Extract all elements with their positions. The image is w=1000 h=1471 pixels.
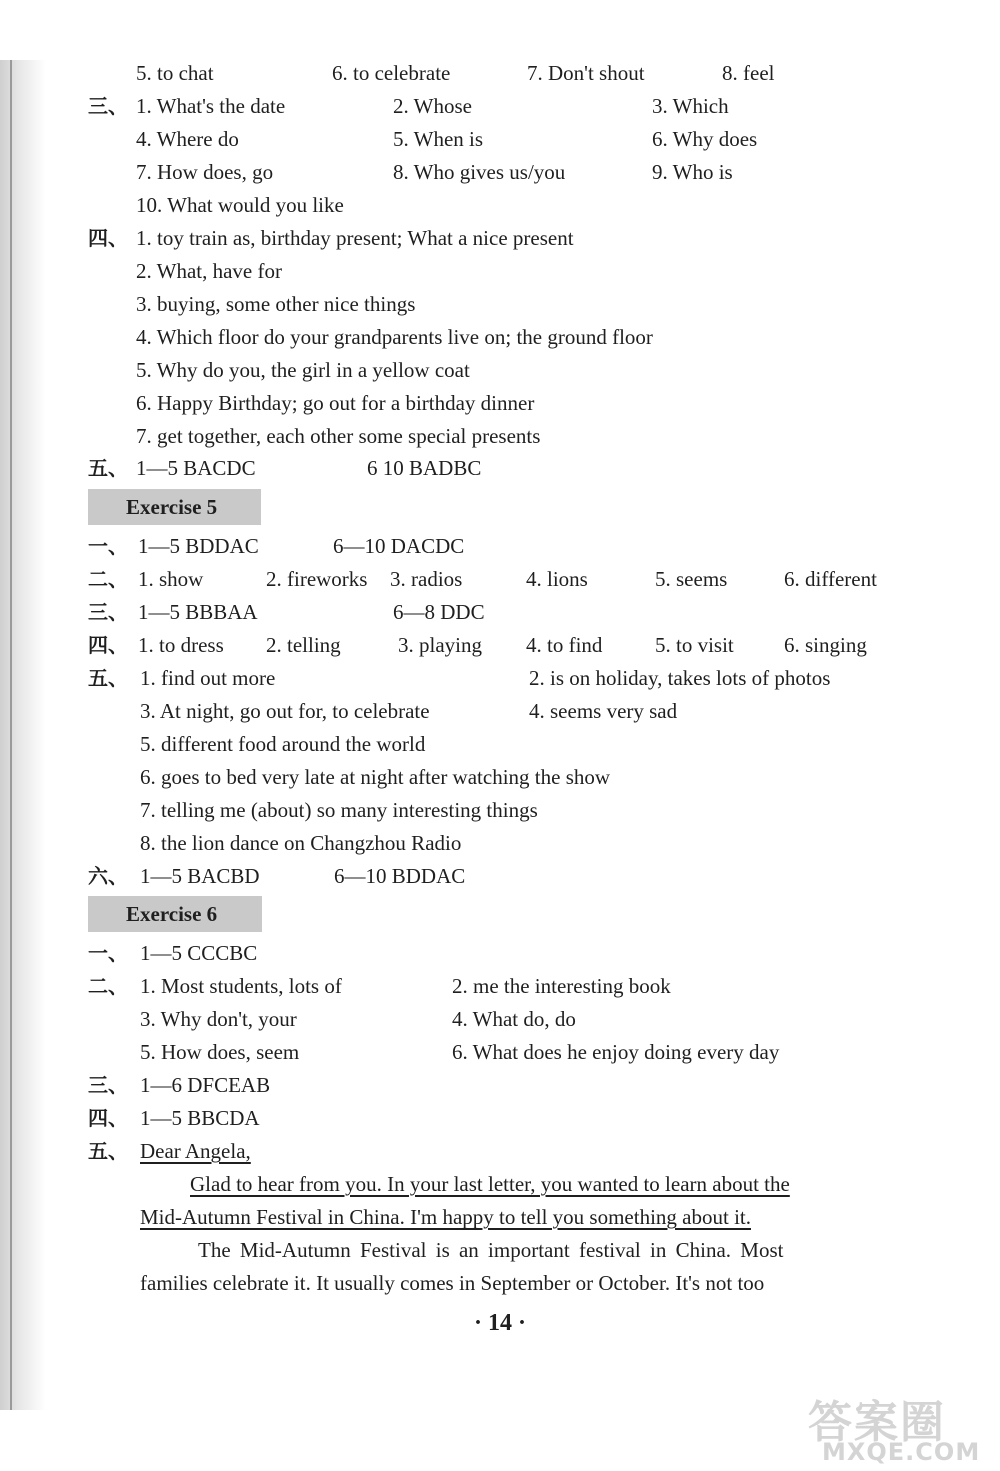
answer-text: 1. show (138, 567, 204, 591)
answer-text: 1—5 CCCBC (140, 941, 258, 965)
answer-text: 2. fireworks (266, 567, 368, 591)
answer-text: 6. singing (784, 633, 867, 657)
answer-text: 8. the lion dance on Changzhou Radio (140, 831, 462, 855)
answer-text: 6—8 DDC (393, 600, 485, 624)
answer-text: 6. to celebrate (332, 61, 451, 85)
section-marker: 三、 (88, 94, 128, 118)
answer-text: 1. find out more (140, 666, 276, 690)
answer-text: 1—5 BACDC (136, 456, 256, 480)
section-marker: 四、 (88, 1106, 128, 1130)
answer-text: 4. Which floor do your grandparents live on; the ground floor (136, 325, 653, 349)
answer-text: 6. different (784, 567, 877, 591)
section-marker: 三、 (88, 1073, 128, 1097)
answer-text: 7. telling me (about) so many interesting things (140, 798, 538, 822)
section-marker: 二、 (88, 974, 128, 998)
answer-text: 3. buying, some other nice things (136, 292, 416, 316)
answer-text: 5. How does, seem (140, 1040, 300, 1064)
answer-text: 5. When is (393, 127, 484, 151)
answer-text: 8. Who gives us/you (393, 160, 566, 184)
page-number: · 14 · (474, 1310, 527, 1336)
section-marker: 二、 (88, 567, 128, 591)
letter-text: Glad to hear from you. In your last letter, you wanted to learn about the (190, 1172, 790, 1196)
section-marker: 三、 (88, 600, 128, 624)
section-marker: 六、 (88, 864, 128, 888)
exercise-header: Exercise 5 (88, 489, 261, 525)
answer-text: 1. to dress (138, 633, 224, 657)
answer-text: 7. How does, go (136, 160, 274, 184)
section-marker: 五、 (88, 456, 128, 480)
section-marker: 一、 (88, 941, 128, 965)
letter-text: families celebrate it. It usually comes in September or October. It's not too (140, 1271, 765, 1295)
answer-text: 1. Most students, lots of (140, 974, 342, 998)
answer-text: 6. What does he enjoy doing every day (452, 1040, 780, 1064)
spine-edge-line (10, 60, 12, 1410)
answer-text: 5. Why do you, the girl in a yellow coat (136, 358, 470, 382)
book-spine-shadow (0, 60, 46, 1410)
answer-text: 4. What do, do (452, 1007, 576, 1031)
answer-text: 1. toy train as, birthday present; What a nice present (136, 226, 574, 250)
section-marker: 一、 (88, 534, 128, 558)
answer-text: 5. to chat (136, 61, 214, 85)
answer-text: 1—5 BDDAC (138, 534, 259, 558)
section-marker: 五、 (88, 1139, 128, 1163)
answer-text: 2. Whose (393, 94, 472, 118)
answer-text: 1—5 BBBAA (138, 600, 258, 624)
answer-text: 3. Why don't, your (140, 1007, 297, 1031)
answer-text: 3. At night, go out for, to celebrate (140, 699, 430, 723)
answer-text: 4. lions (526, 567, 588, 591)
answer-text: 9. Who is (652, 160, 733, 184)
answer-text: 6—10 BDDAC (334, 864, 466, 888)
answer-text: 4. Where do (136, 127, 239, 151)
answer-text: 6—10 DACDC (333, 534, 465, 558)
answer-text: 10. What would you like (136, 193, 344, 217)
section-marker: 四、 (88, 226, 128, 250)
exercise-header: Exercise 6 (88, 896, 262, 932)
watermark-logo: 答案圈 (808, 1397, 946, 1448)
letter-salutation: Dear Angela, (140, 1139, 251, 1163)
section-marker: 四、 (88, 633, 128, 657)
letter-text: Mid-Autumn Festival in China. I'm happy to tell you something about it. (140, 1205, 751, 1229)
answer-text: 2. me the interesting book (452, 974, 671, 998)
answer-text: 7. get together, each other some special presents (136, 424, 541, 448)
answer-text: 1. What's the date (136, 94, 286, 118)
answer-text: 6. goes to bed very late at night after watching the show (140, 765, 611, 789)
answer-text: 3. radios (390, 567, 463, 591)
answer-text: 6. Why does (652, 127, 758, 151)
answer-text: 2. What, have for (136, 259, 282, 283)
answer-text: 1—5 BBCDA (140, 1106, 260, 1130)
answer-text: 2. telling (266, 633, 341, 657)
answer-text: 3. playing (398, 633, 482, 657)
answer-text: 2. is on holiday, takes lots of photos (529, 666, 831, 690)
answer-text: 6. Happy Birthday; go out for a birthday dinner (136, 391, 535, 415)
answer-text: 1—5 BACBD (140, 864, 260, 888)
answer-text: 1—6 DFCEAB (140, 1073, 271, 1097)
answer-text: 5. seems (655, 567, 728, 591)
answer-text: 6 10 BADBC (367, 456, 482, 480)
watermark-url: MXQE.COM (822, 1438, 981, 1466)
section-marker: 五、 (88, 666, 128, 690)
answer-text: 4. seems very sad (529, 699, 678, 723)
answer-text: 5. to visit (655, 633, 734, 657)
letter-text: The Mid-Autumn Festival is an important festival in China. Most (198, 1238, 784, 1262)
answer-text: 3. Which (652, 94, 729, 118)
answer-text: 7. Don't shout (527, 61, 645, 85)
answer-text: 5. different food around the world (140, 732, 426, 756)
answer-text: 4. to find (526, 633, 603, 657)
answer-text: 8. feel (722, 61, 775, 85)
